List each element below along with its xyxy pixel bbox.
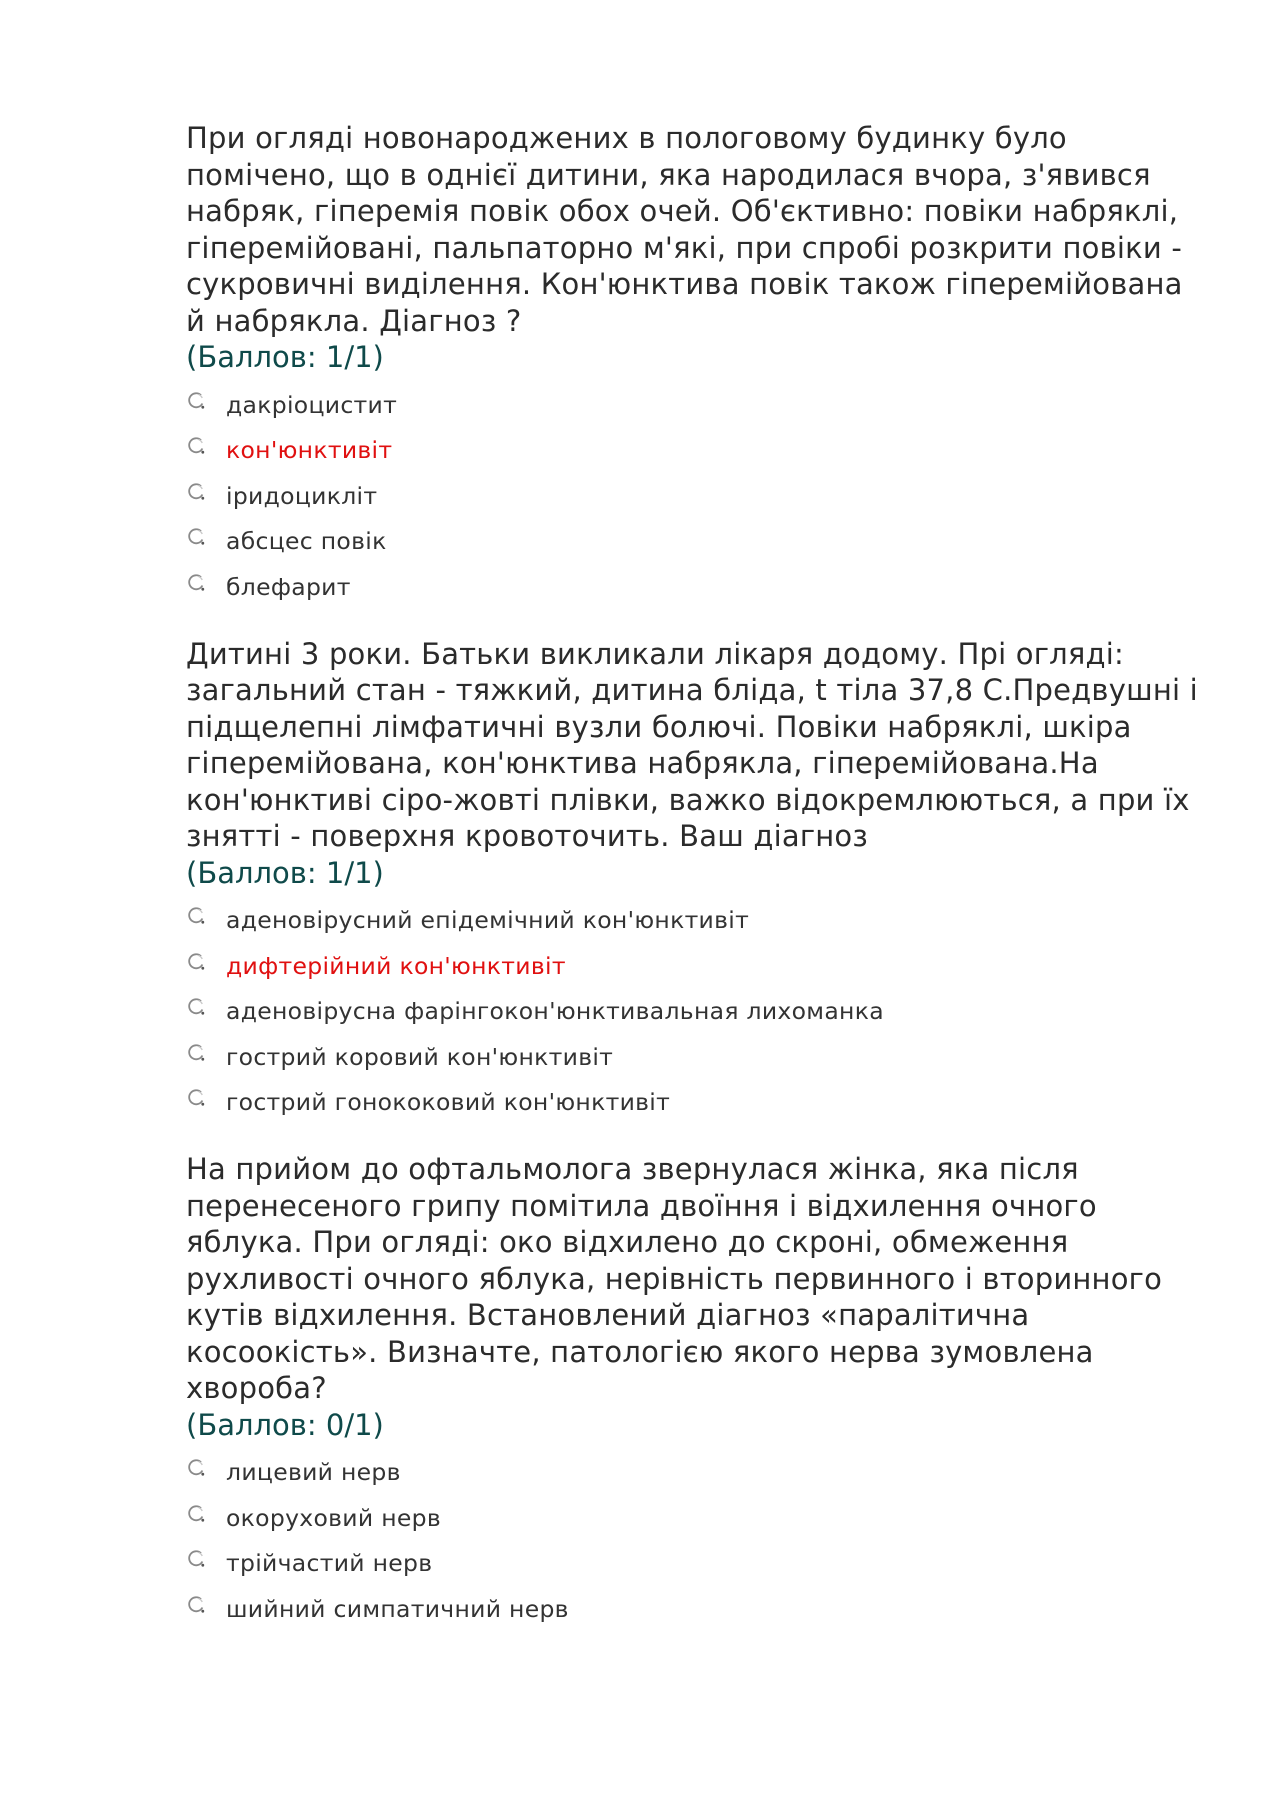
answer-option[interactable] xyxy=(186,564,1206,610)
answer-option[interactable] xyxy=(186,473,1206,519)
radio-button-icon[interactable] xyxy=(186,481,226,505)
question-text: Дитині 3 роки. Батьки викликали лікаря додому. Прі огляді: загальний стан - тяжкий, дитина бліда, t тіла 37,8 С.Предвушні і підщелепні лімфатичні вузли болючі. Повіки набряклі, шкіра гіперемійована, кон'юнктива набрякла, гіперемійована.На кон'юнктиві сіро-жовті плівки, важко відокремлюються, а при їх знятті - поверхня кровоточить. Ваш діагноз xyxy=(186,636,1198,853)
radio-button-icon[interactable] xyxy=(186,1087,226,1111)
question-3 xyxy=(186,1151,1206,1632)
answer-label: шийний симпатичний нерв xyxy=(226,1594,569,1623)
answer-label: трійчастий нерв xyxy=(226,1549,433,1578)
answer-label: іридоцикліт xyxy=(226,481,378,510)
answer-option[interactable] xyxy=(186,1495,1206,1541)
answer-label: гострий гонококовий кон'юнктивіт xyxy=(226,1088,671,1117)
radio-button-icon[interactable] xyxy=(186,1503,226,1527)
radio-button-icon[interactable] xyxy=(186,1457,226,1481)
answer-options xyxy=(186,898,1206,1126)
answer-label-correct: кон'юнктивіт xyxy=(226,436,393,465)
answer-option[interactable] xyxy=(186,1541,1206,1587)
answer-options xyxy=(186,382,1206,610)
radio-button-icon[interactable] xyxy=(186,1594,226,1618)
answer-option[interactable] xyxy=(186,1080,1206,1126)
answer-label: гострий коровий кон'юнктивіт xyxy=(226,1042,614,1071)
answer-option[interactable] xyxy=(186,1450,1206,1496)
radio-button-icon[interactable] xyxy=(186,1548,226,1572)
radio-button-icon[interactable] xyxy=(186,951,226,975)
radio-button-icon[interactable] xyxy=(186,435,226,459)
radio-button-icon[interactable] xyxy=(186,905,226,929)
quiz-page xyxy=(186,120,1206,1658)
radio-button-icon[interactable] xyxy=(186,1042,226,1066)
radio-button-icon[interactable] xyxy=(186,572,226,596)
answer-options xyxy=(186,1450,1206,1632)
answer-label: аденовірусний епідемічний кон'юнктивіт xyxy=(226,906,750,935)
answer-label: дакріоцистит xyxy=(226,390,398,419)
radio-button-icon[interactable] xyxy=(186,390,226,414)
answer-option[interactable] xyxy=(186,898,1206,944)
answer-label: блефарит xyxy=(226,572,351,601)
answer-option[interactable] xyxy=(186,382,1206,428)
answer-label: абсцес повік xyxy=(226,527,387,556)
question-score: (Баллов: 1/1) xyxy=(186,340,384,374)
answer-label: окоруховий нерв xyxy=(226,1503,442,1532)
question-score: (Баллов: 1/1) xyxy=(186,855,384,890)
radio-button-icon[interactable] xyxy=(186,996,226,1020)
question-score: (Баллов: 0/1) xyxy=(186,1407,384,1442)
radio-button-icon[interactable] xyxy=(186,526,226,550)
answer-option[interactable] xyxy=(186,943,1206,989)
answer-option[interactable] xyxy=(186,519,1206,565)
answer-option[interactable] xyxy=(186,428,1206,474)
question-text: На прийом до офтальмолога звернулася жінка, яка після перенесеного грипу помітила двоїння і відхилення очного яблука. При огляді: око відхилено до скроні, обмеження рухливості очного яблука, нерівність первинного і вторинного кутів відхилення. Встановлений діагноз «паралітична косоокість». Визначте, патологією якого нерва зумовлена хвороба? xyxy=(186,1152,1163,1405)
answer-label-correct: дифтерійний кон'юнктивіт xyxy=(226,951,566,980)
answer-label: лицевий нерв xyxy=(226,1458,401,1487)
answer-label: аденовірусна фарінгокон'юнктивальная лихоманка xyxy=(226,997,884,1026)
answer-option[interactable] xyxy=(186,989,1206,1035)
question-1 xyxy=(186,120,1206,610)
question-2 xyxy=(186,636,1206,1126)
question-text: При огляді новонароджених в пологовому будинку було помічено, що в однієї дитини, яка народилася вчора, з'явився набряк, гіперемія повік обох очей. Об'єктивно: повіки набряклі, гіперемійовані, пальпаторно м'які, при спробі розкрити повіки - сукровичні виділення. Кон'юнктива повік також гіперемійована й набрякла. Діагноз ? xyxy=(186,121,1183,338)
answer-option[interactable] xyxy=(186,1034,1206,1080)
answer-option[interactable] xyxy=(186,1586,1206,1632)
